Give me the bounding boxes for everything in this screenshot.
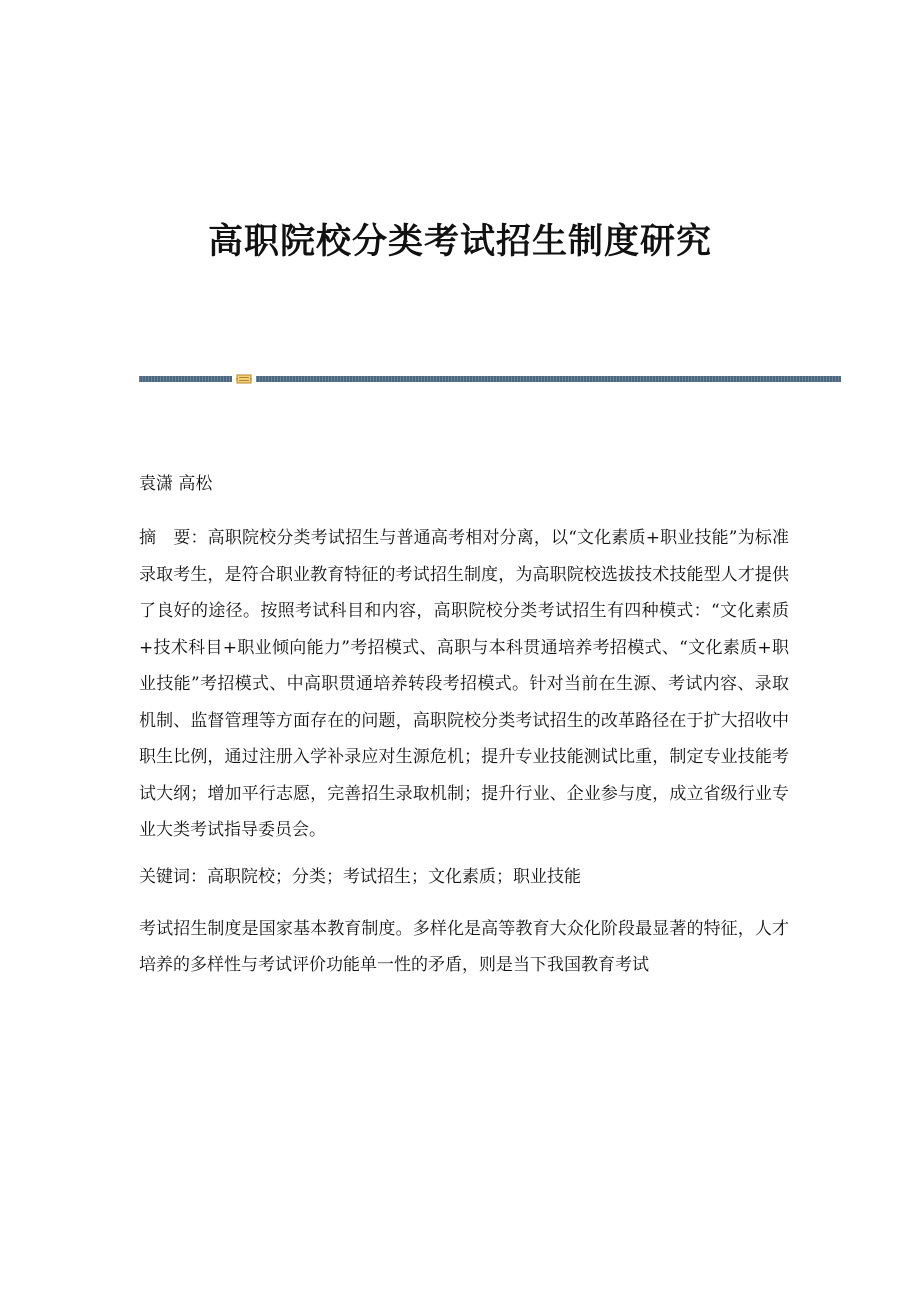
body-paragraph: 考试招生制度是国家基本教育制度。多样化是高等教育大众化阶段最显著的特征，人才培养的多样性与考试评价功能单一性的矛盾，则是当下我国教育考试 [139,918,789,975]
abstract [139,520,789,849]
scroll-ornament-icon [236,374,252,384]
authors: 袁潇 高松 [139,474,213,494]
keywords-label: 关键词： [139,866,207,887]
abstract-text: 高职院校分类考试招生与普通高考相对分离，以“文化素质+职业技能”为标准录取考生，是符合职业教育特征的考试招生制度，为高职院校选拔技术技能型人才提供了良好的途径。按照考试科目和内容，高职院校分类考试招生有四种模式：“文化素质+技术科目+职业倾向能力”考招模式、高职与本科贯通培养考招模式、“文化素质+职业技能”考招模式、中高职贯通培养转段考招模式。针对当前在生源、考试内容、录取机制、监督管理等方面存在的问题，高职院校分类考试招生的改革路径在于扩大招收中职生比例，通过注册入学补录应对生源危机；提升专业技能测试比重，制定专业技能考试大纲；增加平行志愿，完善招生录取机制；提升行业、企业参与度，成立省级行业专业大类考试指导委员会。 [139,528,790,840]
title-divider [139,374,841,386]
document-title: 高职院校分类考试招生制度研究 [207,222,712,262]
keywords [139,859,789,895]
document-body [139,466,789,984]
abstract-label: 摘 要： [139,528,208,548]
keywords-text: 高职院校；分类；考试招生；文化素质；职业技能 [207,866,581,887]
divider-bar-left [139,376,232,382]
divider-bar-right [256,376,841,382]
